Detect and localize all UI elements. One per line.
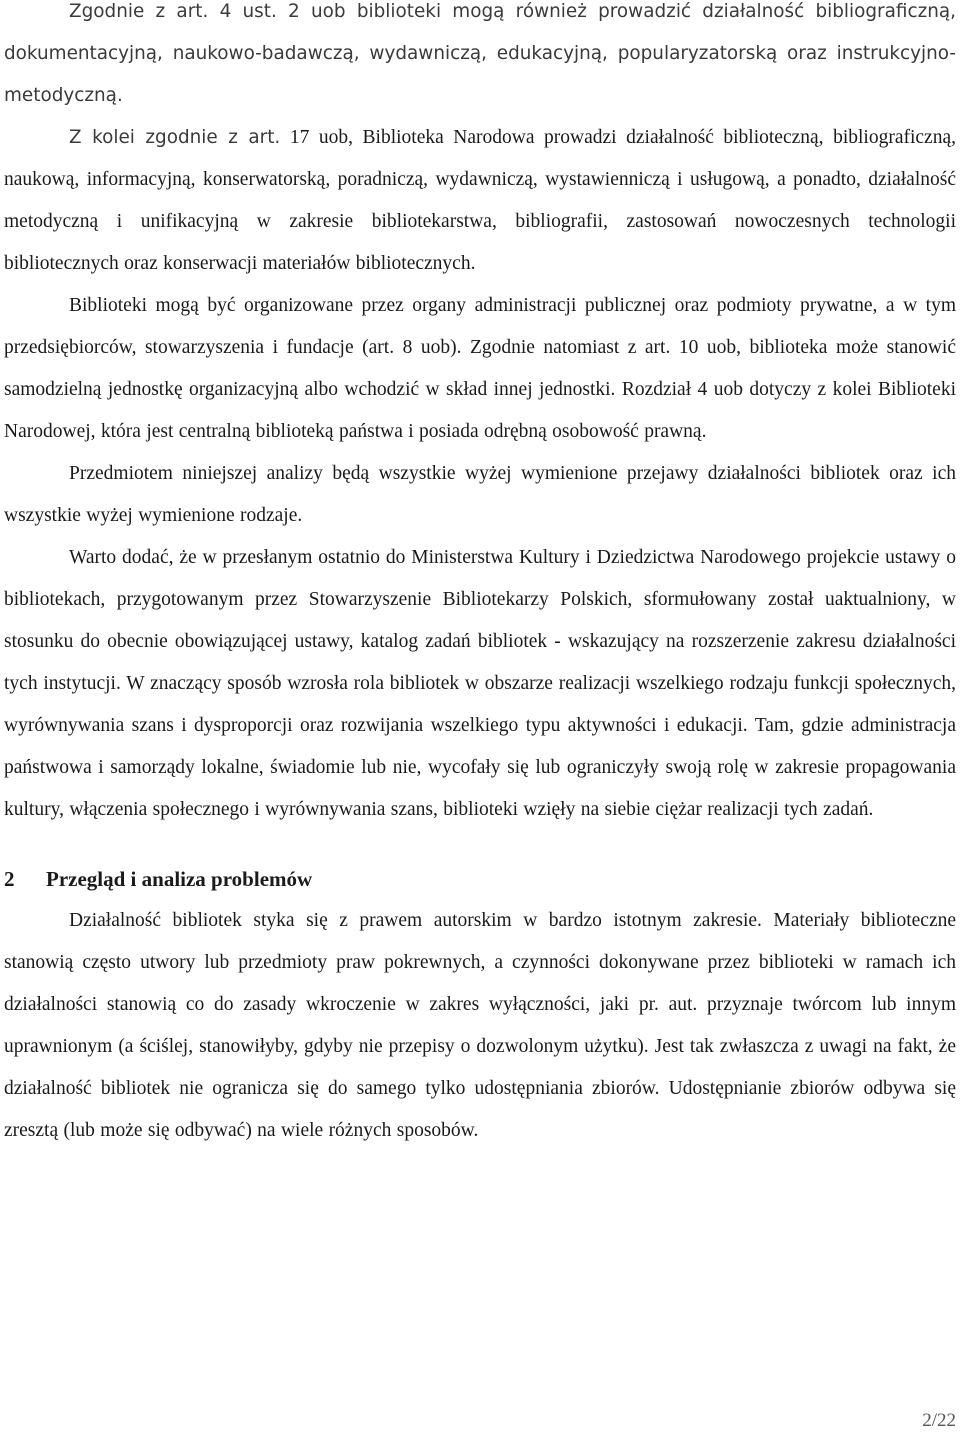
paragraph-art4 bbox=[4, 0, 956, 117]
paragraph-art17 bbox=[4, 117, 956, 285]
page-number: 2/22 bbox=[922, 1410, 956, 1431]
section-title: Przegląd i analiza problemów bbox=[46, 867, 313, 891]
paragraph-text: Zgodnie z art. 4 ust. 2 uob biblioteki mogą również prowadzić działalność bibliograficzną, dokumentacyjną, naukowo-badawczą, wydawniczą, edukacyjną, popularyzatorską oraz instrukcyjno-metodyczną. bbox=[4, 1, 956, 106]
section-heading bbox=[4, 858, 956, 900]
paragraph-text: 17 uob, Biblioteka Narodowa prowadzi działalność biblioteczną, bibliograficzną, naukową, informacyjną, konserwatorską, poradniczą, wydawniczą, wystawienniczą i usługową, a ponadto, działalność metodyczną i unifikacyjną w zakresie bibliotekarstwa, bibliografii, zastosowań nowoczesnych technologii bibliotecznych oraz konserwacji materiałów bibliotecznych. bbox=[4, 127, 956, 274]
paragraph-draft-law: Warto dodać, że w przesłanym ostatnio do Ministerstwa Kultury i Dziedzictwa Narodowego projekcie ustawy o bibliotekach, przygotowanym przez Stowarzyszenie Bibliotekarzy Polskich, sformułowany został uaktualniony, w stosunku do obecnie obowiązującej ustawy, katalog zadań bibliotek - wskazujący na rozszerzenie zakresu działalności tych instytucji. W znaczący sposób wzrosła rola bibliotek w obszarze realizacji wszelkiego rodzaju funkcji społecznych, wyrównywania szans i dysproporcji oraz rozwijania wszelkiego typu aktywności i edukacji. Tam, gdzie administracja państwowa i samorządy lokalne, świadomie lub nie, wycofały się lub ograniczyły swoją rolę w zakresie propagowania kultury, włączenia społecznego i wyrównywania szans, biblioteki wzięły na siebie ciężar realizacji tych zadań. bbox=[4, 547, 956, 820]
paragraph-text-sans: Z kolei zgodnie z art. bbox=[69, 127, 281, 148]
paragraph-organization: Biblioteki mogą być organizowane przez organy administracji publicznej oraz podmioty prywatne, a w tym przedsiębiorców, stowarzyszenia i fundacje (art. 8 uob). Zgodnie natomiast z art. 10 uob, biblioteka może stanowić samodzielną jednostkę organizacyjną albo wchodzić w skład innej jednostki. Rozdział 4 uob dotyczy z kolei Biblioteki Narodowej, która jest centralną biblioteką państwa i posiada odrębną osobowość prawną. bbox=[4, 295, 956, 442]
document-page bbox=[4, 0, 956, 1152]
paragraph-scope: Przedmiotem niniejszej analizy będą wszystkie wyżej wymienione przejawy działalności bibliotek oraz ich wszystkie wyżej wymienione rodzaje. bbox=[4, 463, 956, 526]
section-number: 2 bbox=[4, 867, 15, 891]
paragraph-copyright: Działalność bibliotek styka się z prawem autorskim w bardzo istotnym zakresie. Materiały biblioteczne stanowią często utwory lub przedmioty praw pokrewnych, a czynności dokonywane przez biblioteki w ramach ich działalności stanowią co do zasady wkroczenie w zakres wyłączności, jaki pr. aut. przyznaje twórcom lub innym uprawnionym (a ściślej, stanowiłyby, gdyby nie przepisy o dozwolonym użytku). Jest tak zwłaszcza z uwagi na fakt, że działalność bibliotek nie ogranicza się do samego tylko udostępniania zbiorów. Udostępnianie zbiorów odbywa się zresztą (lub może się odbywać) na wiele różnych sposobów. bbox=[4, 910, 956, 1141]
